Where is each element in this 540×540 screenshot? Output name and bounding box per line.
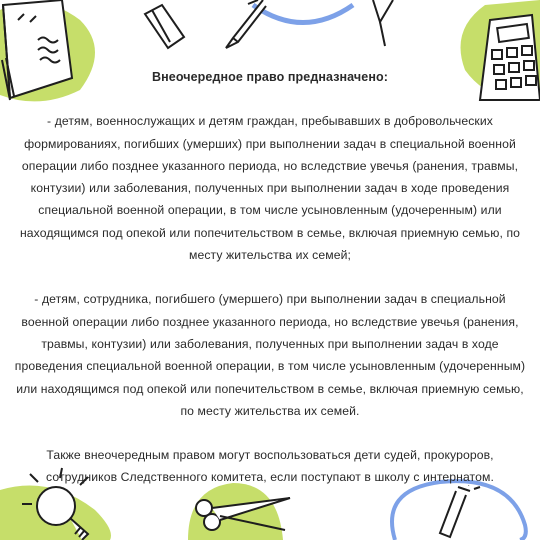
paragraph-1: - детям, военнослужащих и детям граждан, пребывавших в добровольческих формированиях, погибших (умерших) при выполнении задач в специальной военной операции либо позднее указанного периода, но вследствие увечья (ранения, травмы, контузии) или заболевания, полученных при выполнении задач в ходе проведения специальной военной операции, в том числе усыновленным (удочеренным) или находящимся под опекой или попечительством в семье, включая приемную семью, по месту жительства их семей; (19, 114, 521, 263)
test-tube-icon (428, 485, 488, 540)
scissors-icon (190, 490, 295, 540)
compass-icon (355, 0, 400, 50)
eraser-icon (140, 2, 188, 52)
main-text-block (14, 66, 526, 489)
paragraph-3: Также внеочередным правом могут воспользоваться дети судей, прокуроров, сотрудников Следственного комитета, если поступают в школу с интернатом. (46, 448, 494, 485)
paragraph-2: - детям, сотрудника, погибшего (умершего) при выполнении задач в специальной военной операции либо позднее указанного периода, но вследствие увечья (ранения, травмы, контузии) или заболевания, полученных при выполнении задач в ходе проведения специальной военной операции, в том числе усыновленным (удочеренным) или находящимся под опекой или попечительством в семье, включая приемную семью, по месту жительства их семей. (14, 292, 526, 418)
pen-icon (218, 0, 268, 55)
page-title: Внеочередное право предназначено: (152, 70, 388, 84)
